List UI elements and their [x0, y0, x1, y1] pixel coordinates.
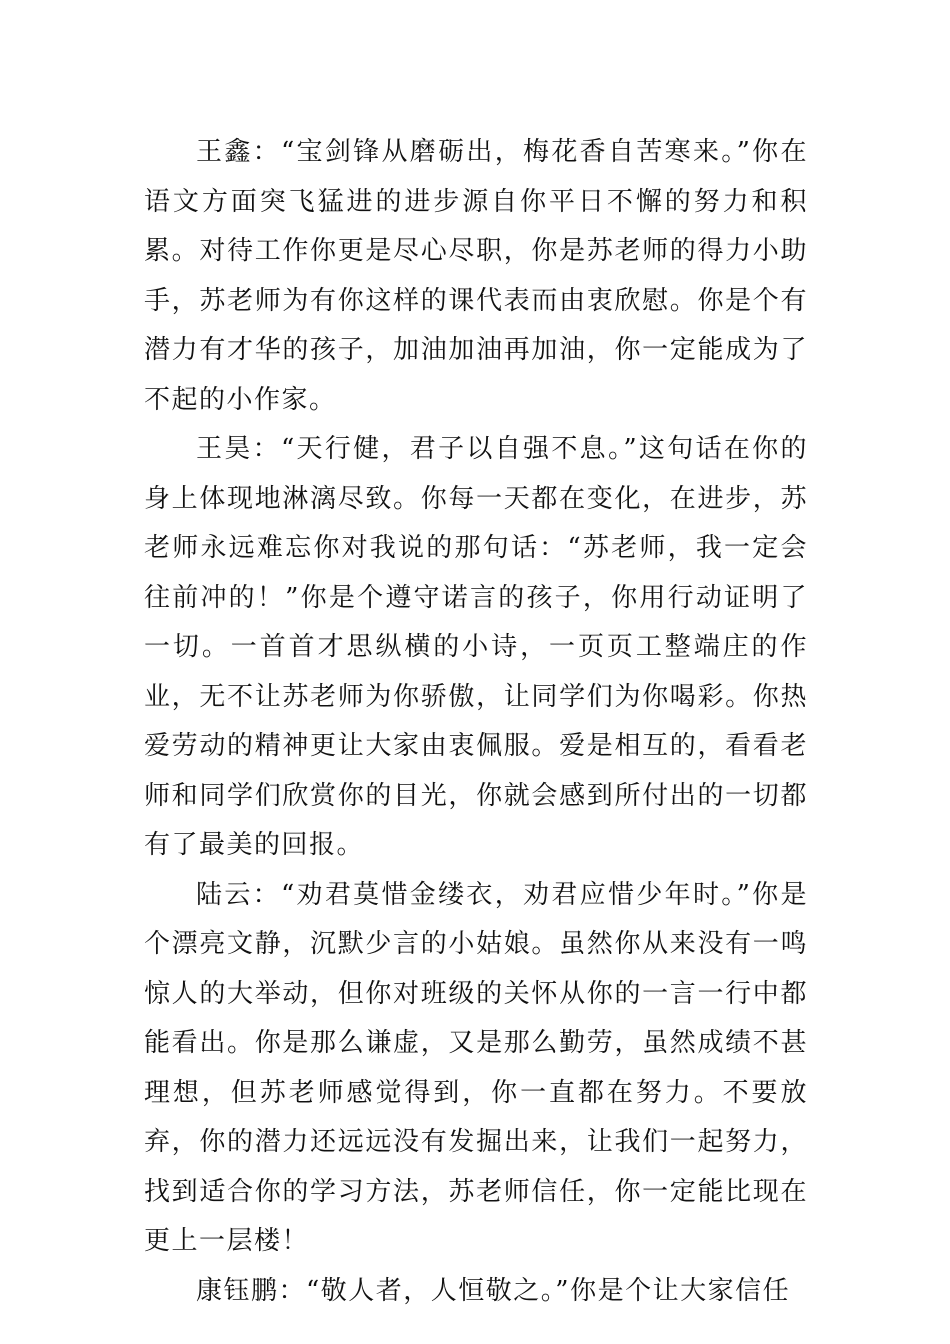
- document-page: [144, 128, 808, 1316]
- comment-paragraph-lu-yun: 陆云：“劝君莫惜金缕衣，劝君应惜少年时。”你是个漂亮文静，沉默少言的小姑娘。虽然你从来没有一鸣惊人的大举动，但你对班级的关怀从你的一言一行中都能看出。你是那么谦虚，又是那么勤劳，虽然成绩不甚理想，但苏老师感觉得到，你一直都在努力。不要放弃，你的潜力还远远没有发掘出来，让我们一起努力，找到适合你的学习方法，苏老师信任，你一定能比现在更上一层楼！: [144, 879, 808, 1256]
- comment-paragraph-wang-hao: 王昊：“天行健，君子以自强不息。”这句话在你的身上体现地淋漓尽致。你每一天都在变化，在进步，苏老师永远难忘你对我说的那句话：“苏老师，我一定会往前冲的！”你是个遵守诺言的孩子，你用行动证明了一切。一首首才思纵横的小诗，一页页工整端庄的作业，无不让苏老师为你骄傲，让同学们为你喝彩。你热爱劳动的精神更让大家由衷佩服。爱是相互的，看看老师和同学们欣赏你的目光，你就会感到所付出的一切都有了最美的回报。: [144, 434, 808, 860]
- comment-paragraph-kang-yupeng: 康钰鹏：“敬人者，人恒敬之。”你是个让大家信任: [196, 1275, 791, 1306]
- comment-paragraph-wang-xin: 王鑫：“宝剑锋从磨砺出，梅花香自苦寒来。”你在语文方面突飞猛进的进步源自你平日不懈的努力和积累。对待工作你更是尽心尽职，你是苏老师的得力小助手，苏老师为有你这样的课代表而由衷欣慰。你是个有潜力有才华的孩子，加油加油再加油，你一定能成为了不起的小作家。: [144, 137, 808, 415]
